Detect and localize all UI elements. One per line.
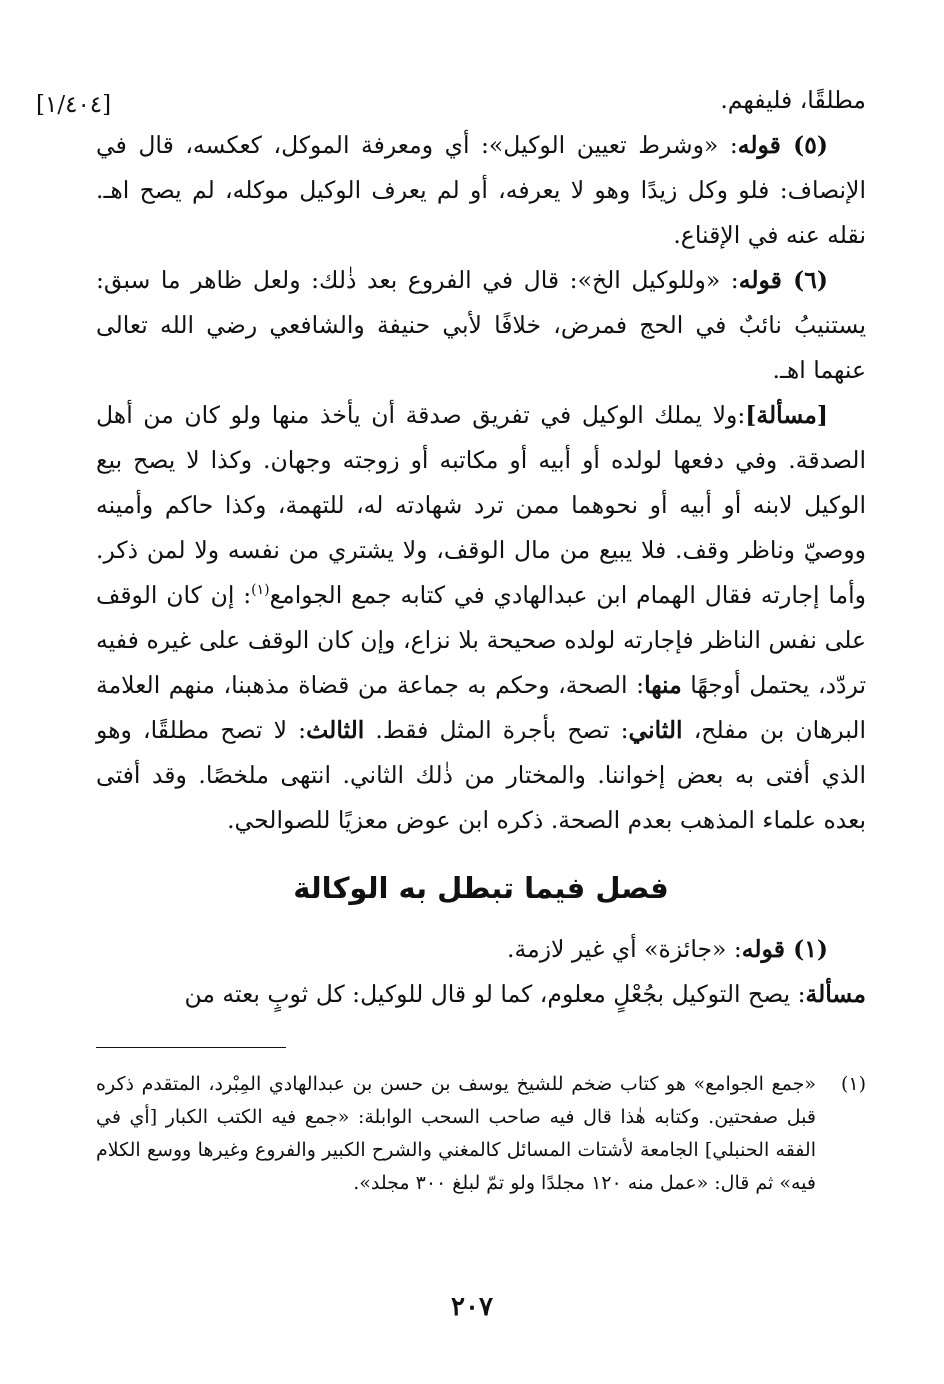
bold-term: منها: [644, 671, 682, 699]
after-heading-text: [96, 927, 866, 1017]
bold-term: الثالث: [306, 716, 365, 744]
footnotes: [96, 1068, 866, 1200]
footnote-marker: (١): [251, 582, 270, 599]
bold-term: قوله: [738, 266, 782, 294]
paragraph: [96, 927, 866, 972]
paragraph: [96, 78, 866, 123]
text-run: : تصح بأجرة المثل فقط.: [364, 716, 629, 744]
main-text: [96, 78, 866, 843]
text-run: : يصح التوكيل بجُعْلٍ معلوم، كما لو قال للوكيل: كل ثوبٍ بعته من: [184, 980, 806, 1008]
page-number: ٢٠٧: [451, 1292, 493, 1322]
text-run: :ولا يملك الوكيل في تفريق صدقة أن يأخذ منها ولو كان من أهل الصدقة. وفي دفعها لولده أو أبيه أو مكاتبه أو زوجته وجهان. وكذا لا يصح بيع الوكيل لابنه أو أبيه أو نحوهما ممن ترد شهادته له، للتهمة، وكذا حاكم وأمينه ووصيّ وناظر وقف. فلا يبيع من مال الوقف، ولا يشتري من نفسه ولا لمن ذكر. وأما إجارته فقال الهمام ابن عبدالهادي في كتابه جمع الجوامع: [96, 401, 867, 609]
footnote: [96, 1068, 866, 1200]
paragraph: [96, 972, 866, 1017]
section-heading: فصل فيما تبطل به الوكالة: [293, 871, 669, 905]
text-run: مطلقًا، فليفهم.: [720, 86, 866, 114]
page-body: [96, 78, 866, 1344]
bold-term: (٥): [780, 131, 828, 159]
text-run: : «جائزة» أي غير لازمة.: [507, 935, 742, 963]
bold-term: [مسألة]: [745, 401, 828, 429]
text-run: : «وللوكيل الخ»: قال في الفروع بعد ذٰلك: ولعل ظاهر ما سبق: يستنيبُ نائبٌ في الحج فمرض، خلافًا لأبي حنيفة والشافعي رضي الله تعالى عنهما اهـ.: [96, 266, 866, 384]
text-run: : لا تصح مطلقًا، وهو الذي أفتى به بعض إخواننا. والمختار من ذٰلك الثاني. انتهى ملخصًا. وقد أفتى بعده علماء المذهب بعدم الصحة. ذكره ابن عوض معزيًا للصوالحي.: [96, 716, 866, 834]
page-reference: [١/٤٠٤]: [36, 92, 112, 118]
text-run: : «وشرط تعيين الوكيل»: أي ومعرفة الموكل، كعكسه، قال في الإنصاف: فلو وكل زيدًا وهو لا يعرفه، أو لم يعرف الوكيل موكله، لم يصح اهـ. نقله عنه في الإقناع.: [96, 131, 866, 249]
paragraph: [96, 393, 866, 843]
bold-term: (٦): [781, 266, 828, 294]
text-run: : إن كان الوقف على نفس الناظر فإجارته لولده صحيحة بلا نزاع، وإن كان الوقف على غيره ففيه تردّد، يحتمل أوجهًا: [96, 581, 867, 699]
bold-term: قوله: [741, 935, 785, 963]
paragraph: [96, 258, 866, 393]
paragraph: [96, 123, 866, 258]
text-run: : الصحة، وحكم به جماعة من قضاة مذهبنا، منهم العلامة البرهان بن مفلح،: [96, 671, 866, 744]
footnote-number: (١): [840, 1073, 866, 1095]
bold-term: مسألة: [805, 980, 866, 1008]
bold-term: قوله: [737, 131, 781, 159]
bold-term: (١): [784, 935, 828, 963]
footnote-divider: [96, 1047, 286, 1048]
bold-term: الثاني: [628, 716, 683, 744]
footnote-text: «جمع الجوامع» هو كتاب ضخم للشيخ يوسف بن حسن بن عبدالهادي المِبْرد، المتقدم ذكره قبل صفحتين. وكتابه هٰذا قال فيه صاحب السحب الوابلة: «جمع فيه الكتب الكبار [أي في الفقه الحنبلي] الجامعة لأشتات المسائل كالمغني والشرح الكبير والفروع وغيرها ووسع الكلام فيه» ثم قال: «عمل منه ١٢٠ مجلدًا ولو تمّ لبلغ ٣٠٠ مجلد».: [96, 1073, 816, 1194]
